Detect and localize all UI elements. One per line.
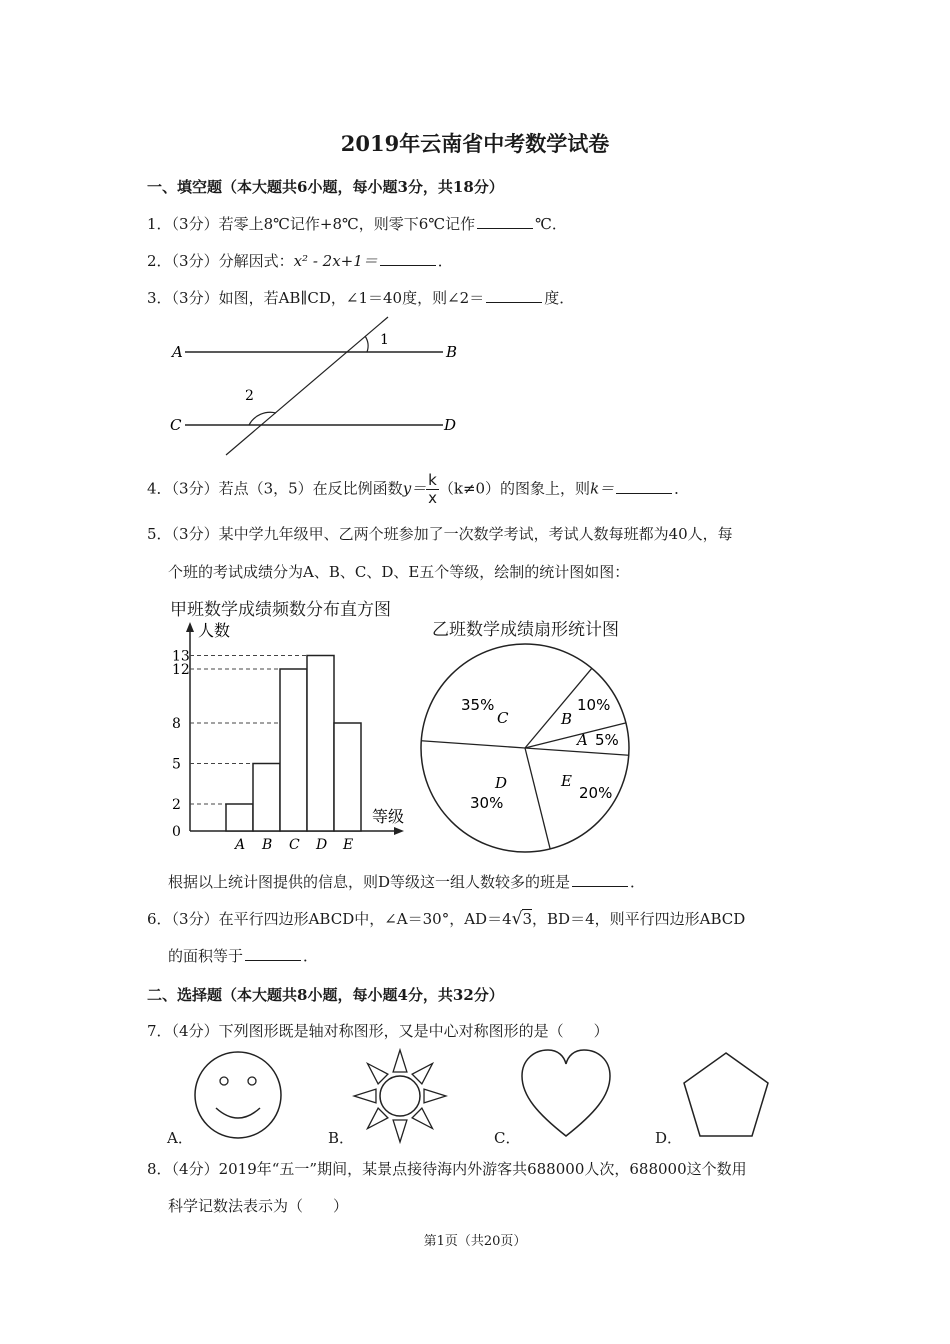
fraction-k-over-x	[426, 472, 439, 507]
sqrt-radicand: 3	[522, 910, 533, 928]
question-5-line-3: 根据以上统计图提供的信息，则D等级这一组人数较多的班是	[168, 873, 571, 891]
pie-title: 乙班数学成绩扇形统计图	[432, 620, 619, 640]
x-tick-label: A	[235, 837, 246, 853]
sun-ray	[367, 1108, 387, 1128]
pie-slice-name: B	[561, 710, 573, 728]
answer-blank	[486, 301, 542, 303]
x-tick-label: C	[289, 837, 300, 853]
question-5-prompt	[168, 871, 645, 892]
question-8-line-1: 8．（4分）2019年“五一”期间，某景点接待海内外游客共688000人次，688000这个数用	[147, 1160, 747, 1178]
histogram-title: 甲班数学成绩频数分布直方图	[170, 600, 391, 620]
pie-slice-percent: 10%	[577, 696, 611, 714]
histogram-bar	[280, 669, 307, 831]
x-tick-label: D	[316, 837, 328, 853]
angle-2-label: 2	[245, 388, 254, 404]
question-5-line-1: 5．（3分）某中学九年级甲、乙两个班参加了一次数学考试，考试人数每班都为40人，每	[147, 525, 733, 543]
y-tick-label: 8	[172, 716, 181, 732]
histogram-chart	[168, 618, 418, 858]
pie-chart	[415, 640, 635, 860]
pie-slice-percent: 5%	[595, 731, 619, 749]
histogram-bar	[226, 804, 253, 831]
pie-slice-boundary	[421, 741, 525, 748]
question-4-condition: （k≠0）的图象上，则	[438, 479, 591, 498]
label-a: A	[172, 343, 183, 361]
fraction-numerator: k	[428, 471, 437, 489]
pie-slice-percent: 30%	[470, 794, 504, 812]
transversal	[226, 317, 388, 455]
question-6-text: 6．（3分）在平行四边形ABCD中，∠A＝30°，AD＝4	[147, 910, 512, 928]
label-d: D	[444, 416, 457, 434]
angle-1-label: 1	[380, 332, 389, 348]
pie-slice-percent: 35%	[461, 696, 495, 714]
label-b: B	[446, 343, 458, 361]
section-heading-1: 一、填空题（本大题共6小题，每小题3分，共18分）	[147, 178, 504, 196]
question-6-area-text: 的面积等于	[168, 947, 244, 965]
angle-1-arc	[365, 336, 368, 352]
question-2-text: 2．（3分）分解因式：	[147, 252, 294, 270]
x-tick-label: E	[343, 837, 354, 853]
pie-slice-name: C	[497, 709, 509, 727]
smiley-mouth	[216, 1108, 260, 1118]
question-4-text: 4．（3分）若点（3，5）在反比例函数	[147, 479, 403, 498]
question-1-text: 1．（3分）若零上8℃记作+8℃，则零下6℃记作	[147, 215, 476, 233]
fraction-denominator: x	[428, 489, 437, 507]
sun-ray	[367, 1063, 387, 1083]
question-8-line-2: 科学记数法表示为（ ）	[168, 1197, 349, 1215]
question-4-k: k＝	[590, 479, 615, 498]
x-axis-label: 等级	[372, 807, 405, 826]
x-axis-arrow	[394, 827, 404, 835]
sun-figure	[352, 1048, 448, 1144]
sun-ray	[412, 1108, 432, 1128]
choice-b-label: B．	[328, 1129, 355, 1147]
y-axis-arrow	[186, 622, 194, 632]
sun-ray	[412, 1063, 432, 1083]
answer-blank	[616, 492, 672, 494]
answer-blank	[572, 885, 628, 887]
question-7: 7．（4分）下列图形既是轴对称图形，又是中心对称图形的是（ ）	[147, 1022, 609, 1040]
question-1-unit: ℃．	[535, 215, 567, 233]
smiley-face-figure	[190, 1050, 290, 1145]
sun-ray	[393, 1050, 407, 1072]
x-tick-label: B	[262, 837, 273, 853]
question-2	[147, 250, 453, 271]
answer-blank	[380, 264, 436, 266]
smiley-right-eye	[248, 1077, 256, 1085]
answer-blank	[245, 959, 301, 961]
question-3-condition: AB∥CD，∠1＝40度，则∠2＝	[278, 289, 485, 307]
y-tick-label: 12	[172, 662, 190, 678]
sun-ray	[354, 1089, 376, 1103]
pie-slice-boundary	[525, 748, 550, 849]
question-3-unit: 度．	[544, 289, 575, 307]
pie-slice-boundary	[525, 748, 629, 755]
label-c: C	[170, 416, 182, 434]
y-axis-label: 人数	[198, 621, 231, 640]
sun-center	[380, 1076, 420, 1116]
y-tick-label: 2	[172, 797, 181, 813]
histogram-bar	[307, 656, 334, 832]
choice-a-label: A．	[167, 1129, 193, 1147]
angle-2-arc	[249, 412, 276, 425]
y-tick-label: 0	[172, 824, 181, 840]
pie-slice-name: A	[577, 731, 588, 749]
question-3-text: 3．（3分）如图，若	[147, 289, 279, 307]
sun-ray	[393, 1120, 407, 1142]
pie-slice-name: D	[495, 774, 508, 792]
smiley-left-eye	[220, 1077, 228, 1085]
y-tick-label: 5	[172, 756, 181, 773]
page-title: 2019年云南省中考数学试卷	[340, 131, 610, 156]
y-tick-label: 13	[172, 648, 190, 665]
choice-c-label: C．	[494, 1129, 521, 1147]
answer-blank	[477, 227, 533, 229]
histogram-bar	[253, 764, 280, 832]
pie-slice-name: E	[561, 772, 572, 790]
page-footer: 第1页（共20页）	[423, 1234, 527, 1249]
question-5-line-2: 个班的考试成绩分为A、B、C、D、E五个等级，绘制的统计图如图：	[168, 563, 630, 581]
question-1	[147, 213, 567, 234]
pentagon-figure	[680, 1050, 772, 1140]
heart-outline	[522, 1050, 610, 1136]
question-6-end: ．	[303, 947, 319, 965]
smiley-outline	[195, 1052, 281, 1138]
pie-slice-percent: 20%	[579, 784, 613, 802]
sun-ray	[424, 1089, 446, 1103]
sqrt-symbol: √	[511, 909, 523, 929]
pentagon-outline	[684, 1053, 768, 1136]
question-6-line-2	[168, 945, 318, 966]
question-5-end: ．	[630, 873, 646, 891]
question-4	[147, 472, 689, 507]
question-4-y: y＝	[402, 479, 427, 498]
histogram-bar	[334, 723, 361, 831]
section-heading-2: 二、选择题（本大题共8小题，每小题4分，共32分）	[147, 986, 504, 1004]
question-6-rest: ，BD＝4，则平行四边形ABCD	[532, 910, 746, 928]
choice-d-label: D．	[655, 1129, 683, 1147]
question-6-line-1	[147, 908, 745, 929]
parallel-lines-figure	[160, 312, 480, 462]
question-2-expression: x² - 2x+1＝	[293, 252, 378, 270]
question-3	[147, 287, 574, 308]
question-4-end: ．	[674, 479, 690, 498]
question-2-end: ．	[437, 252, 453, 270]
heart-figure	[518, 1048, 614, 1140]
